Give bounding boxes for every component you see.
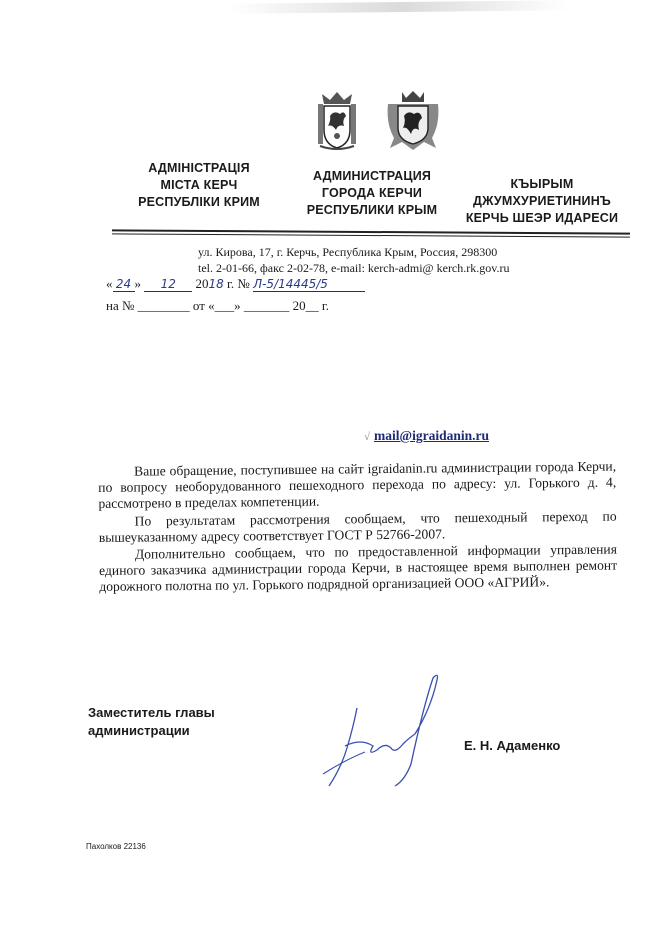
date-month: 12 — [144, 277, 192, 292]
header-ua-line1: АДМІНІСТРАЦІЯ — [148, 161, 250, 175]
recipient-email-link[interactable]: mail@igraidanin.ru — [374, 428, 489, 443]
signer-name: Е. Н. Адаменко — [464, 738, 561, 753]
address-line2: tel. 2-01-66, факс 2-02-78, e-mail: kerch-admi@ kerch.rk.gov.ru — [198, 261, 510, 275]
address-line1: ул. Кирова, 17, г. Керчь, Республика Крым, Россия, 298300 — [198, 245, 498, 259]
quote-close: » — [134, 276, 141, 291]
signer-title — [88, 704, 215, 740]
crimea-coat-of-arms-icon — [314, 90, 360, 152]
date-day: 24 — [113, 277, 135, 292]
sender-address — [198, 244, 509, 276]
scan-artifact — [230, 0, 570, 14]
header-crh-line3: КЕРЧЬ ШЕЭР ИДАРЕСИ — [465, 211, 619, 225]
checkmark-icon: √ — [364, 431, 371, 443]
header-crh-line2: ДЖУМХУРИЕТИНИНЪ — [472, 194, 611, 208]
year-label: г. — [227, 276, 235, 291]
handwritten-signature — [305, 668, 455, 793]
ref-year: 20__ г. — [292, 298, 330, 313]
ref-blank-number: ________ — [137, 298, 190, 313]
body-paragraph-3: Дополнительно сообщаем, что по предоставленной информации управления единого заказчика администрации города Керчи, в настоящее время выполнен ремонт дорожного полотна по ул. Горького подрядной организацией ООО «АГРИЙ». — [99, 541, 618, 595]
outgoing-number: Л-5/14445/5 — [253, 277, 365, 292]
signer-title-line2: администрации — [88, 723, 190, 738]
header-crh-line1: КЪЫРЫМ — [510, 177, 574, 191]
year-suffix: 18 — [208, 277, 224, 291]
recipient — [364, 428, 489, 444]
year-prefix: 20 — [195, 276, 209, 291]
outgoing-date-line — [106, 276, 365, 292]
header-ru-line2: ГОРОДА КЕРЧИ — [321, 186, 423, 200]
letter-body — [98, 459, 617, 597]
header-ukrainian — [118, 160, 280, 211]
ref-from-label: от «___» — [192, 298, 241, 313]
ref-blank-month: _______ — [243, 298, 290, 313]
body-paragraph-1: Ваше обращение, поступившее на сайт igraidanin.ru администрации города Керчи, по вопросу необорудованного пешеходного перехода по адресу: ул. Горького д. 4, рассмотрено в пределах компетенции. — [98, 458, 617, 512]
signer-title-line1: Заместитель главы — [88, 705, 215, 720]
number-label: № — [237, 276, 250, 291]
kerch-coat-of-arms-icon — [384, 90, 442, 152]
header-ua-line3: РЕСПУБЛІКИ КРИМ — [138, 195, 260, 209]
header-russian — [292, 168, 452, 219]
quote-open: « — [106, 276, 113, 291]
header-ua-line2: МІСТА КЕРЧ — [160, 178, 238, 192]
body-paragraph-2: По результатам рассмотрения сообщаем, что пешеходный переход по вышеуказанному адресу соответствует ГОСТ Р 52766-2007. — [98, 508, 617, 545]
ref-on-label: на № — [106, 298, 135, 313]
executor-note: Пахолков 22136 — [86, 842, 146, 851]
reference-line — [106, 298, 329, 314]
header-ru-line1: АДМИНИСТРАЦИЯ — [312, 169, 432, 183]
header-crimean-tatar — [452, 176, 632, 227]
header-ru-line3: РЕСПУБЛИКИ КРЫМ — [306, 203, 438, 217]
